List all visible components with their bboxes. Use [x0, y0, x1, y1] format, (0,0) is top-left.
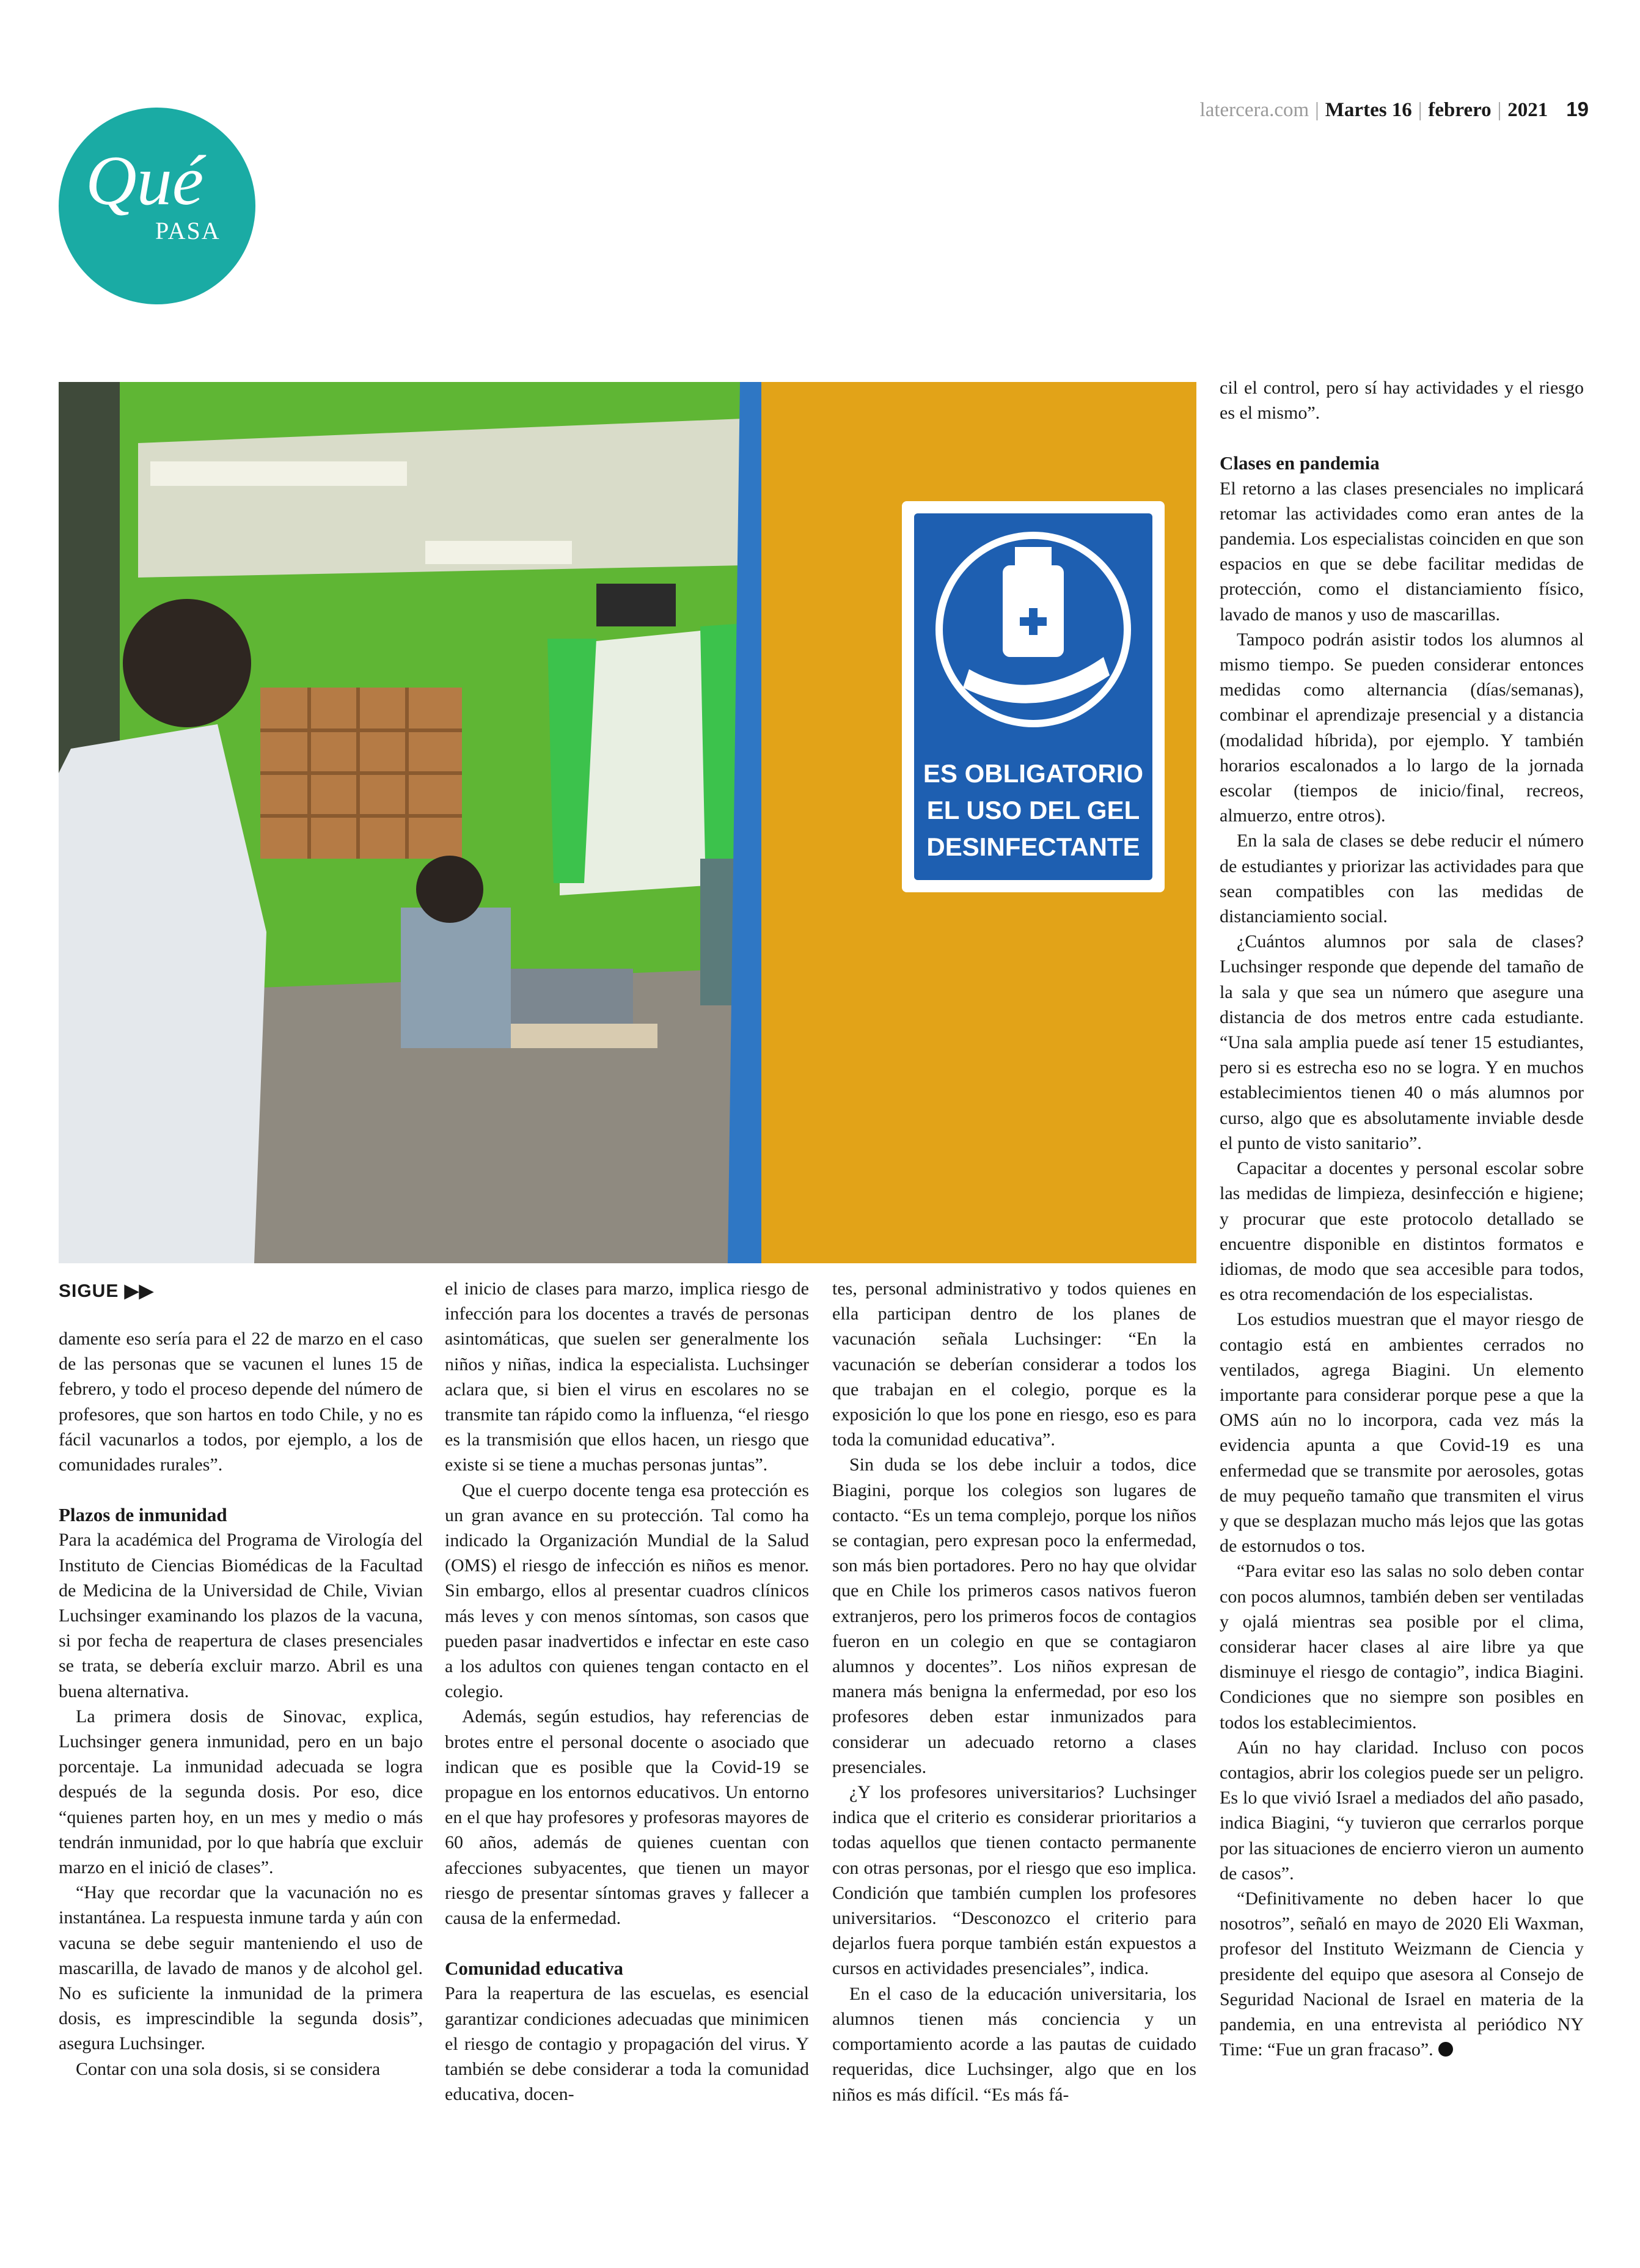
paragraph: “Para evitar eso las salas no solo deben contar con pocos alumnos, también deben ser ventiladas y ojalá mientras sea posible por el clima, considerar hacer clases al aire libre ya que disminuye el riesgo de contagio”, indica Biagini. Condiciones que no siempre son posibles en todos los establecimientos.: [1220, 1561, 1584, 1733]
column-2: [445, 1276, 809, 2107]
paragraph: “Hay que recordar que la vacunación no es instantánea. La respuesta inmune tarda y aún con vacuna se debe seguir manteniendo el uso de mascarilla, de lavado de manos y de alcohol gel. No es suficiente la inmunidad de la primera dosis, es imprescindible la segunda dosis”, asegura Luchsinger.: [59, 1882, 423, 2054]
logo-sub-text: PASA: [155, 217, 221, 244]
paragraph: Capacitar a docentes y personal escolar sobre las medidas de limpieza, desinfección e higiene; y procurar que este protocolo detallado se encuentre disponible en distintos formatos e idiomas, de modo que sea accesible para todos, es otra recomendación de los especialistas.: [1220, 1158, 1584, 1305]
paragraph: La primera dosis de Sinovac, explica, Luchsinger genera inmunidad, pero en un bajo porcentaje. La inmunidad adecuada se logra después de la segunda dosis. Por eso, dice “quienes parten hoy, en un mes y medio o más tendrán inmunidad, por lo que habría que excluir marzo en el inició de clases”.: [59, 1706, 423, 1878]
paragraph: En el caso de la educación universitaria, los alumnos tienen más conciencia y un comportamiento acorde a las pautas de cuidado requeridas, dice Luchsinger, algo que en los niños es más difícil. “Es más fá-: [832, 1983, 1196, 2105]
paragraph: cil el control, pero sí hay actividades y el riesgo es el mismo”.: [1220, 378, 1584, 424]
paragraph: tes, personal administrativo y todos quienes en ella participan dentro de los planes de vacunación señala Luchsinger: “En la vacunación se deberían considerar a todos los que trabajan en el colegio, porque es la exposición lo que los pone en riesgo, eso es para toda la comunidad educativa”.: [832, 1279, 1196, 1450]
column-4: [1220, 375, 1584, 2062]
column-3: [832, 1276, 1196, 2107]
site-name: latercera.com: [1199, 99, 1309, 121]
header-year: 2021: [1507, 99, 1548, 121]
sign-text-line1: ES OBLIGATORIO: [923, 759, 1144, 788]
paragraph: Para la académica del Programa de Virología del Instituto de Ciencias Biomédicas de la Facultad de Medicina de la Universidad de Chile, Vivian Luchsinger examinando los plazos de la vacuna, si por fecha de reapertura de clases presenciales se trata, se debería excluir marzo. Abril es una buena alternativa.: [59, 1530, 423, 1701]
paragraph: ¿Y los profesores universitarios? Luchsinger indica que el criterio es considerar prioritarios a todas aquellos que tienen contacto permanente con otras personas, por el riesgo que eso implica. Condición que también cumplen los profesores universitarios. “Desconozco el criterio para dejarlos fuera porque también están expuestos a cursos en actividades presenciales”, indica.: [832, 1782, 1196, 1979]
header-day: Martes 16: [1325, 99, 1412, 121]
classroom-photo: [59, 382, 1196, 1263]
paragraph: El retorno a las clases presenciales no implicará retomar las actividades como eran antes de la pandemia. Los especialistas coinciden en que son espacios en que se debe facilitar medidas de protección, como el distanciamiento físico, lavado de manos y uso de mascarillas.: [1220, 478, 1584, 625]
subheading-comunidad-educativa: Comunidad educativa: [445, 1958, 623, 1980]
subheading-plazos-inmunidad: Plazos de inmunidad: [59, 1504, 227, 1526]
paragraph: Tampoco podrán asistir todos los alumnos al mismo tiempo. Se pueden considerar entonces medidas como alternancia (días/semanas), combinar el aprendizaje presencial y a distancia (modalidad híbrida), por ejemplo. Y también horarios escalonados a lo largo de la jornada escolar (tiempos de inicio/final, recreos, almuerzo, entre otros).: [1220, 629, 1584, 826]
paragraph: Para la reapertura de las escuelas, es esencial garantizar condiciones adecuadas que minimicen el riesgo de contagio y propagación del virus. Y también se debe considerar a toda la comunidad educativa, docen-: [445, 1983, 809, 2105]
paragraph: Contar con una sola dosis, si se considera: [76, 2058, 381, 2079]
end-of-article-icon: [1438, 2042, 1453, 2057]
final-paragraph-text: “Definitivamente no deben hacer lo que nosotros”, señaló en mayo de 2020 Eli Waxman, profesor del Instituto Weizmann de Ciencia y presidente del equipo que asesora al Consejo de Seguridad Nacional de Israel en materia de la pandemia, en una entrevista al periódico NY Time: “Fue un gran fracaso”.: [1220, 1888, 1584, 2060]
paragraph: Sin duda se los debe incluir a todos, dice Biagini, porque los colegios son lugares de contacto. “Es un tema complejo, porque los niños se contagian, pero expresan poco la enfermedad, son más bien portadores. Pero no hay que olvidar que en Chile los primeros casos nativos fueron extranjeros, pero los primeros focos de contagios fueron en un colegio en que se contagiaron alumnos y docentes”. Los niños expresan de manera más benigna la enfermedad, por eso los profesores deben estar inmunizados para considerar un adecuado retorno a clases presenciales.: [832, 1455, 1196, 1777]
que-pasa-logo: [59, 108, 255, 304]
logo-main-text: Qué: [86, 142, 204, 220]
paragraph: el inicio de clases para marzo, implica riesgo de infección para los docentes a través de personas asintomáticas, que suelen ser generalmente los niños y niñas, indica la especialista. Luchsinger aclara que, si bien el virus en escolares no se transmite tan rápido como la influenza, “el riesgo es la transmisión que ellos hacen, un riesgo que existe si se tiene a muchas personas juntas”.: [445, 1279, 809, 1475]
paragraph: Aún no hay claridad. Incluso con pocos contagios, abrir los colegios puede ser un peligro. Es lo que vivió Israel a mediados del año pasado, indica Biagini, “y tuvieron que cerrarlos porque por las situaciones de encierro vieron un aumento de casos”.: [1220, 1737, 1584, 1884]
sign-text-line2: EL USO DEL GEL: [926, 796, 1140, 824]
sign-text-line3: DESINFECTANTE: [926, 832, 1140, 861]
header-month: febrero: [1428, 99, 1492, 121]
page-header: latercera.com | Martes 16 | febrero | 2021 19: [1199, 98, 1589, 121]
paragraph: Los estudios muestran que el mayor riesgo de contagio está en ambientes cerrados no ventilados, agrega Biagini. Un elemento importante para considerar porque pese a que la OMS aún no lo incorpora, cada vez más la evidencia apunta a que Covid-19 es una enfermedad que se transmite por aerosoles, gotas de muy pequeño tamaño que transmiten el virus y que se desplazan mucho más lejos que las gotas de estornudos o tos.: [1220, 1309, 1584, 1557]
paragraph: Además, según estudios, hay referencias de brotes entre el personal docente o asociado que indican que es posible que la Covid-19 se propague en los entornos educativos. Un entorno en el que hay profesores y profesoras mayores de 60 años, además de quienes cuentan con afecciones subyacentes, que tienen un mayor riesgo de presentar síntomas graves y fallecer a causa de la enfermedad.: [445, 1706, 809, 1929]
paragraph: damente eso sería para el 22 de marzo en el caso de las personas que se vacunen el lunes 15 de febrero, y todo el proceso depende del número de profesores, que son hartos en todo Chile, y no es fácil vacunarlos a todos, por ejemplo, a los de comunidades rurales”.: [59, 1329, 423, 1475]
column-1: [59, 1326, 423, 2082]
paragraph: ¿Cuántos alumnos por sala de clases? Luchsinger responde que depende del tamaño de la sala y que sea un número que asegure una distancia de dos metros entre cada estudiante. “Una sala amplia puede así tener 15 estudiantes, pero si es estrecha eso no se logra. Y en muchos establecimientos tienen 40 o más alumnos por curso, algo que es absolutamente inviable desde el punto de visto sanitario”.: [1220, 931, 1584, 1153]
paragraph: En la sala de clases se debe reducir el número de estudiantes y priorizar las actividades para que sean compatibles con las medidas de distanciamiento social.: [1220, 831, 1584, 927]
paragraph: Que el cuerpo docente tenga esa protección es un gran avance en su protección. Tal como ha indicado la Organización Mundial de la Salud (OMS) el riesgo de infección es niños es menor. Sin embargo, ellos al presentar cuadros clínicos más leves y con menos síntomas, son casos que pueden pasar inadvertidos e infectar en este caso a los adultos con quienes tengan contacto en el colegio.: [445, 1480, 809, 1702]
paragraph-final: [1220, 1886, 1584, 2062]
sigue-label: SIGUE ▶▶: [59, 1281, 154, 1301]
page-number: 19: [1566, 98, 1589, 120]
subheading-clases-pandemia: Clases en pandemia: [1220, 452, 1380, 474]
